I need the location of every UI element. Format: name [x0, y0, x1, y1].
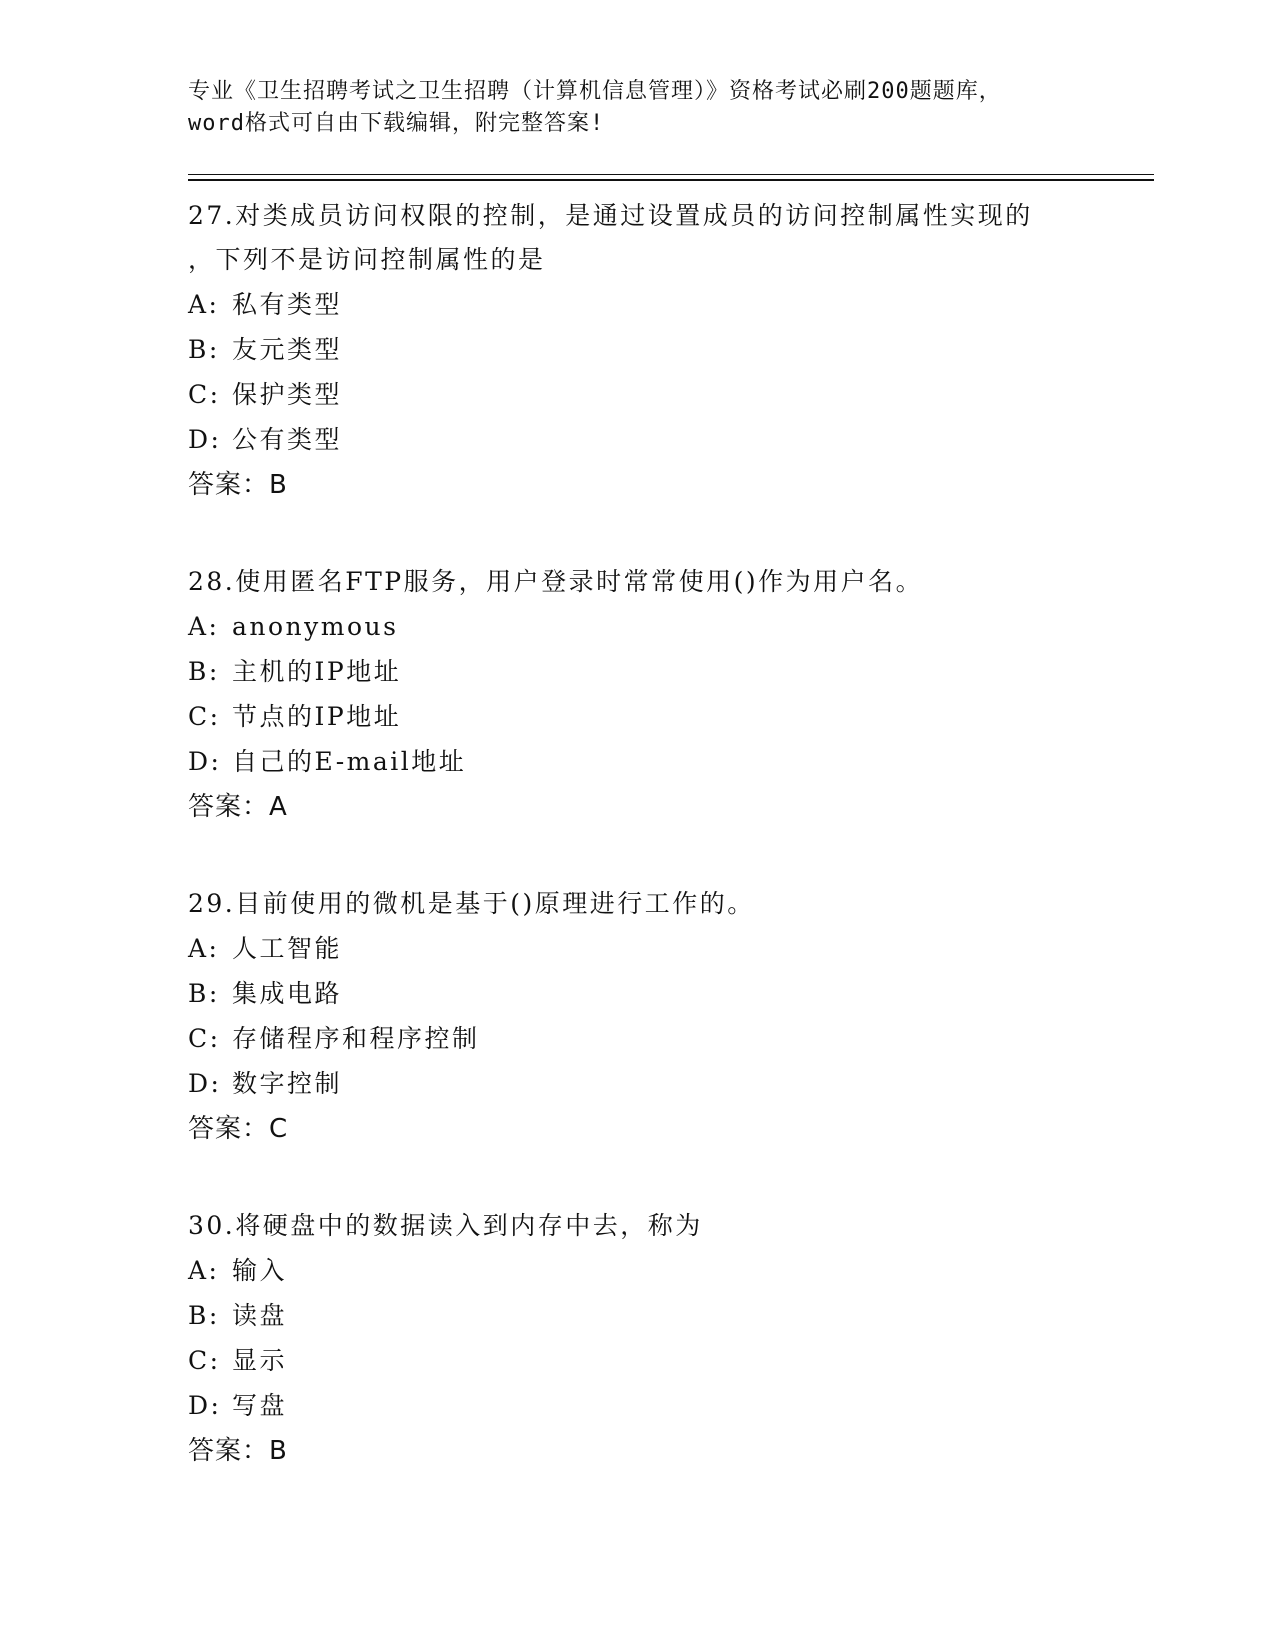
document-header	[188, 76, 1088, 140]
option-text: 公有类型	[232, 425, 343, 454]
question-stem-line: ，下列不是访问控制属性的是	[188, 245, 546, 274]
option-letter: B:	[188, 1301, 220, 1330]
option-text: 存储程序和程序控制	[232, 1024, 480, 1053]
option-text: 主机的IP地址	[232, 657, 402, 686]
option-d	[188, 417, 1128, 462]
option-c	[188, 372, 1128, 417]
option-letter: B:	[188, 979, 220, 1008]
option-text: 写盘	[232, 1391, 288, 1420]
option-letter: A:	[188, 934, 220, 963]
option-text: 私有类型	[232, 290, 343, 319]
option-b	[188, 649, 1128, 694]
question-list	[188, 194, 1128, 1526]
question-stem	[188, 882, 1128, 926]
option-b	[188, 1293, 1128, 1338]
option-text: anonymous	[232, 612, 399, 641]
option-letter: D:	[188, 747, 222, 776]
option-text: 自己的E-mail地址	[232, 747, 467, 776]
option-c	[188, 1016, 1128, 1061]
option-letter: D:	[188, 425, 222, 454]
option-letter: D:	[188, 1391, 222, 1420]
question-stem	[188, 194, 1128, 282]
option-letter: C:	[188, 702, 221, 731]
question-block	[188, 194, 1128, 508]
option-letter: A:	[188, 1256, 220, 1285]
header-divider-thick	[188, 179, 1154, 181]
question-block	[188, 1204, 1128, 1474]
option-c	[188, 1338, 1128, 1383]
header-line-2: word格式可自由下载编辑，附完整答案!	[188, 111, 605, 136]
option-a	[188, 1248, 1128, 1293]
option-b	[188, 327, 1128, 372]
answer-line: 答案：A	[188, 792, 288, 822]
option-c	[188, 694, 1128, 739]
option-b	[188, 971, 1128, 1016]
question-stem-line: 29.目前使用的微机是基于()原理进行工作的。	[188, 889, 755, 918]
option-text: 人工智能	[232, 934, 343, 963]
option-letter: B:	[188, 657, 220, 686]
answer-line: 答案：B	[188, 470, 288, 500]
option-text: 友元类型	[232, 335, 343, 364]
option-letter: C:	[188, 380, 221, 409]
option-letter: B:	[188, 335, 220, 364]
option-a	[188, 282, 1128, 327]
question-stem-line: 28.使用匿名FTP服务，用户登录时常常使用()作为用户名。	[188, 567, 924, 596]
answer-line: 答案：B	[188, 1436, 288, 1466]
header-divider-thin	[188, 174, 1154, 175]
option-letter: C:	[188, 1346, 221, 1375]
option-text: 数字控制	[232, 1069, 343, 1098]
option-text: 读盘	[232, 1301, 288, 1330]
question-stem-line: 30.将硬盘中的数据读入到内存中去，称为	[188, 1211, 703, 1240]
option-text: 保护类型	[232, 380, 343, 409]
option-letter: D:	[188, 1069, 222, 1098]
option-letter: C:	[188, 1024, 221, 1053]
option-text: 显示	[232, 1346, 288, 1375]
question-stem-line: 27.对类成员访问权限的控制，是通过设置成员的访问控制属性实现的	[188, 201, 1033, 230]
option-letter: A:	[188, 290, 220, 319]
option-d	[188, 1061, 1128, 1106]
option-text: 集成电路	[232, 979, 343, 1008]
option-a	[188, 926, 1128, 971]
option-letter: A:	[188, 612, 220, 641]
option-d	[188, 739, 1128, 784]
question-block	[188, 560, 1128, 830]
option-text: 输入	[232, 1256, 288, 1285]
option-a	[188, 604, 1128, 649]
question-block	[188, 882, 1128, 1152]
header-line-1: 专业《卫生招聘考试之卫生招聘（计算机信息管理）》资格考试必刷200题题库，	[188, 79, 1002, 104]
answer-line: 答案：C	[188, 1114, 289, 1144]
question-stem	[188, 1204, 1128, 1248]
option-d	[188, 1383, 1128, 1428]
option-text: 节点的IP地址	[232, 702, 402, 731]
question-stem	[188, 560, 1128, 604]
